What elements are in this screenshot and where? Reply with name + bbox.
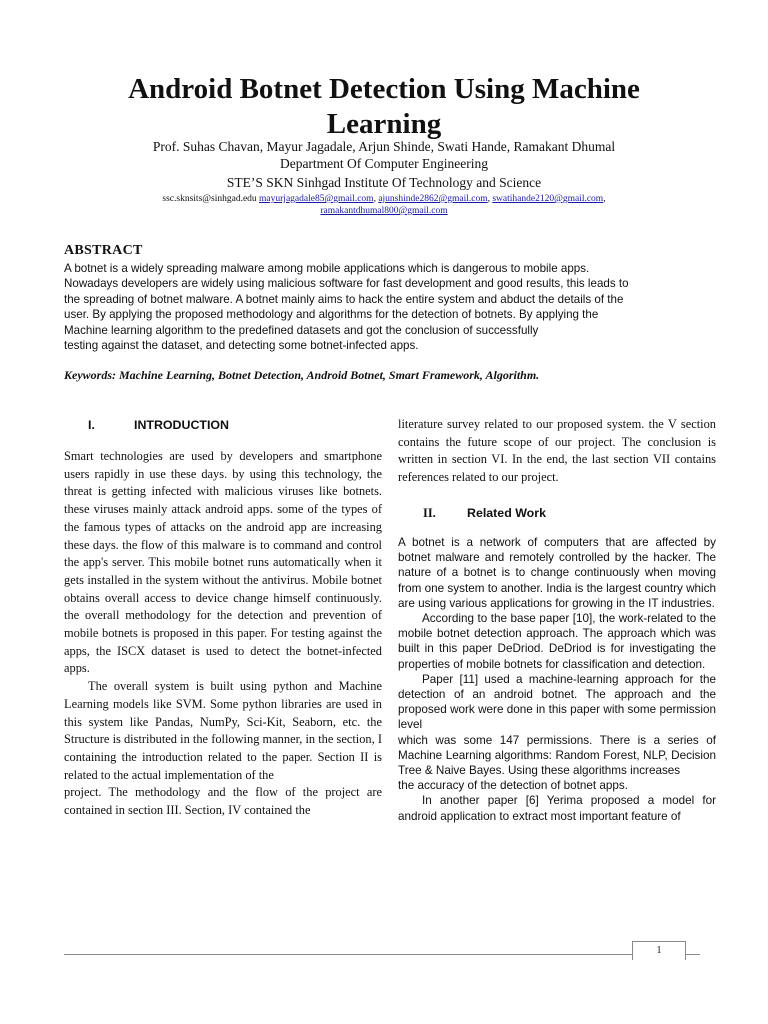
right-column-intro: [398, 416, 716, 487]
related-paragraph: A botnet is a network of computers that are affected by botnet malware and remotely controlled by the hacker. The nature of a botnet is to change continuously when moving from one system to another. India is the largest country which are using various applications for growing in the IT industries.: [398, 536, 716, 610]
abstract-line: user. By applying the proposed methodology and algorithms for the detection of botnets. By applying the: [64, 308, 599, 322]
author-list: Prof. Suhas Chavan, Mayur Jagadale, Arjun Shinde, Swati Hande, Ramakant Dhumal: [152, 139, 616, 154]
abstract-line: Machine learning algorithm to the predefined datasets and got the conclusion of successfully: [64, 323, 539, 337]
left-column: [64, 448, 382, 820]
footer-rule: [64, 954, 700, 955]
abstract-line: the spreading of botnet malware. A botnet mainly aims to hack the entire system and abduct the details of the: [64, 292, 624, 306]
section-number: I.: [88, 418, 95, 432]
title-line-1: Android Botnet Detection Using Machine: [128, 73, 640, 105]
abstract-line: Nowadays developers are widely using malicious software for fast development and good results, this leads to: [64, 277, 629, 291]
related-work-heading: [423, 506, 546, 521]
title-line-2: Learning: [326, 108, 442, 140]
abstract-heading: ABSTRACT: [64, 243, 143, 258]
email-link[interactable]: ramakantdhumal800@gmail.com: [320, 206, 448, 216]
related-paragraph: According to the base paper [10], the work-related to the mobile botnet detection approach. The approach which was built in this paper DeDriod. DeDriod is for investigating the properties of mobile botnets for classification and detection.: [398, 612, 716, 671]
department: Department Of Computer Engineering: [279, 156, 489, 171]
intro-paragraph: The overall system is built using python and Machine Learning models like SVM. Some python libraries are used in this system like Pandas, NumPy, Sci-Kit, Seaborn, etc. the Structure is distributed in the following manner, in the section, I containing the introduction related to the paper. Section II is related to the actual implementation of the: [64, 679, 382, 782]
email-link[interactable]: mayurjagadale85@gmail.com: [259, 194, 374, 204]
page-number: 1: [632, 941, 686, 960]
paper-title: [60, 72, 708, 142]
section-number: II.: [423, 506, 436, 520]
email-plain: ssc.sknsits@sinhgad.edu: [162, 194, 257, 204]
right-column-related: [398, 535, 716, 824]
intro-paragraph: Smart technologies are used by developers and smartphone users rapidly in use these days. by using this technology, the threat is getting infected with malicious viruses like botnets. these viruses mainly attack android apps. some of the types of the famous types of attacks on the android app are increasing these days. the flow of this malware is to command and control the app's server. This mobile botnet runs automatically when it gets installed in the system without the antivirus. Mobile botnet obtains overall access to device change himself continuously. the overall methodology for the detection and prevention of mobile botnets is proposed in this paper. For testing against the apps, the ISCX dataset is used to detect the botnet-infected apps.: [64, 449, 382, 676]
abstract-line: testing against the dataset, and detecting some botnet-infected apps.: [64, 339, 419, 353]
email-link[interactable]: ajunshinde2862@gmail.com: [378, 194, 488, 204]
keywords: Keywords: Machine Learning, Botnet Detection, Android Botnet, Smart Framework, Algorithm.: [64, 368, 540, 382]
intro-heading: [88, 418, 229, 432]
related-paragraph: the accuracy of the detection of botnet apps.: [398, 779, 629, 793]
related-paragraph: Paper [11] used a machine-learning approach for the detection of an android botnet. The approach and the proposed work were done in this paper with some permission level: [398, 672, 716, 732]
section-title: Related Work: [467, 506, 546, 520]
intro-paragraph: literature survey related to our proposed system. the V section contains the future scope of our project. The conclusion is written in section VI. In the end, the last section VII contains references related to our project.: [398, 417, 716, 485]
email-link[interactable]: swatihande2120@gmail.com: [492, 194, 604, 204]
abstract-line: A botnet is a widely spreading malware among mobile applications which is dangerous to mobile apps.: [64, 262, 590, 275]
section-title: INTRODUCTION: [134, 418, 229, 432]
institute: STE’S SKN Sinhgad Institute Of Technology and Science: [226, 175, 542, 190]
intro-paragraph: project. The methodology and the flow of the project are contained in section III. Section, IV contained the: [64, 785, 382, 818]
email-list: ssc.sknsits@sinhgad.edu mayurjagadale85@gmail.com, ajunshinde2862@gmail.com, swatihande2120@gmail.com, ramakantdhumal800@gmail.com: [162, 194, 606, 216]
related-paragraph: which was some 147 permissions. There is a series of Machine Learning algorithms: Random Forest, NLP, Decision Tree & Naive Bayes. Using these algorithms increases: [398, 733, 716, 778]
abstract-body: [64, 261, 715, 353]
related-paragraph: In another paper [6] Yerima proposed a model for android application to extract most important feature of: [398, 794, 716, 823]
